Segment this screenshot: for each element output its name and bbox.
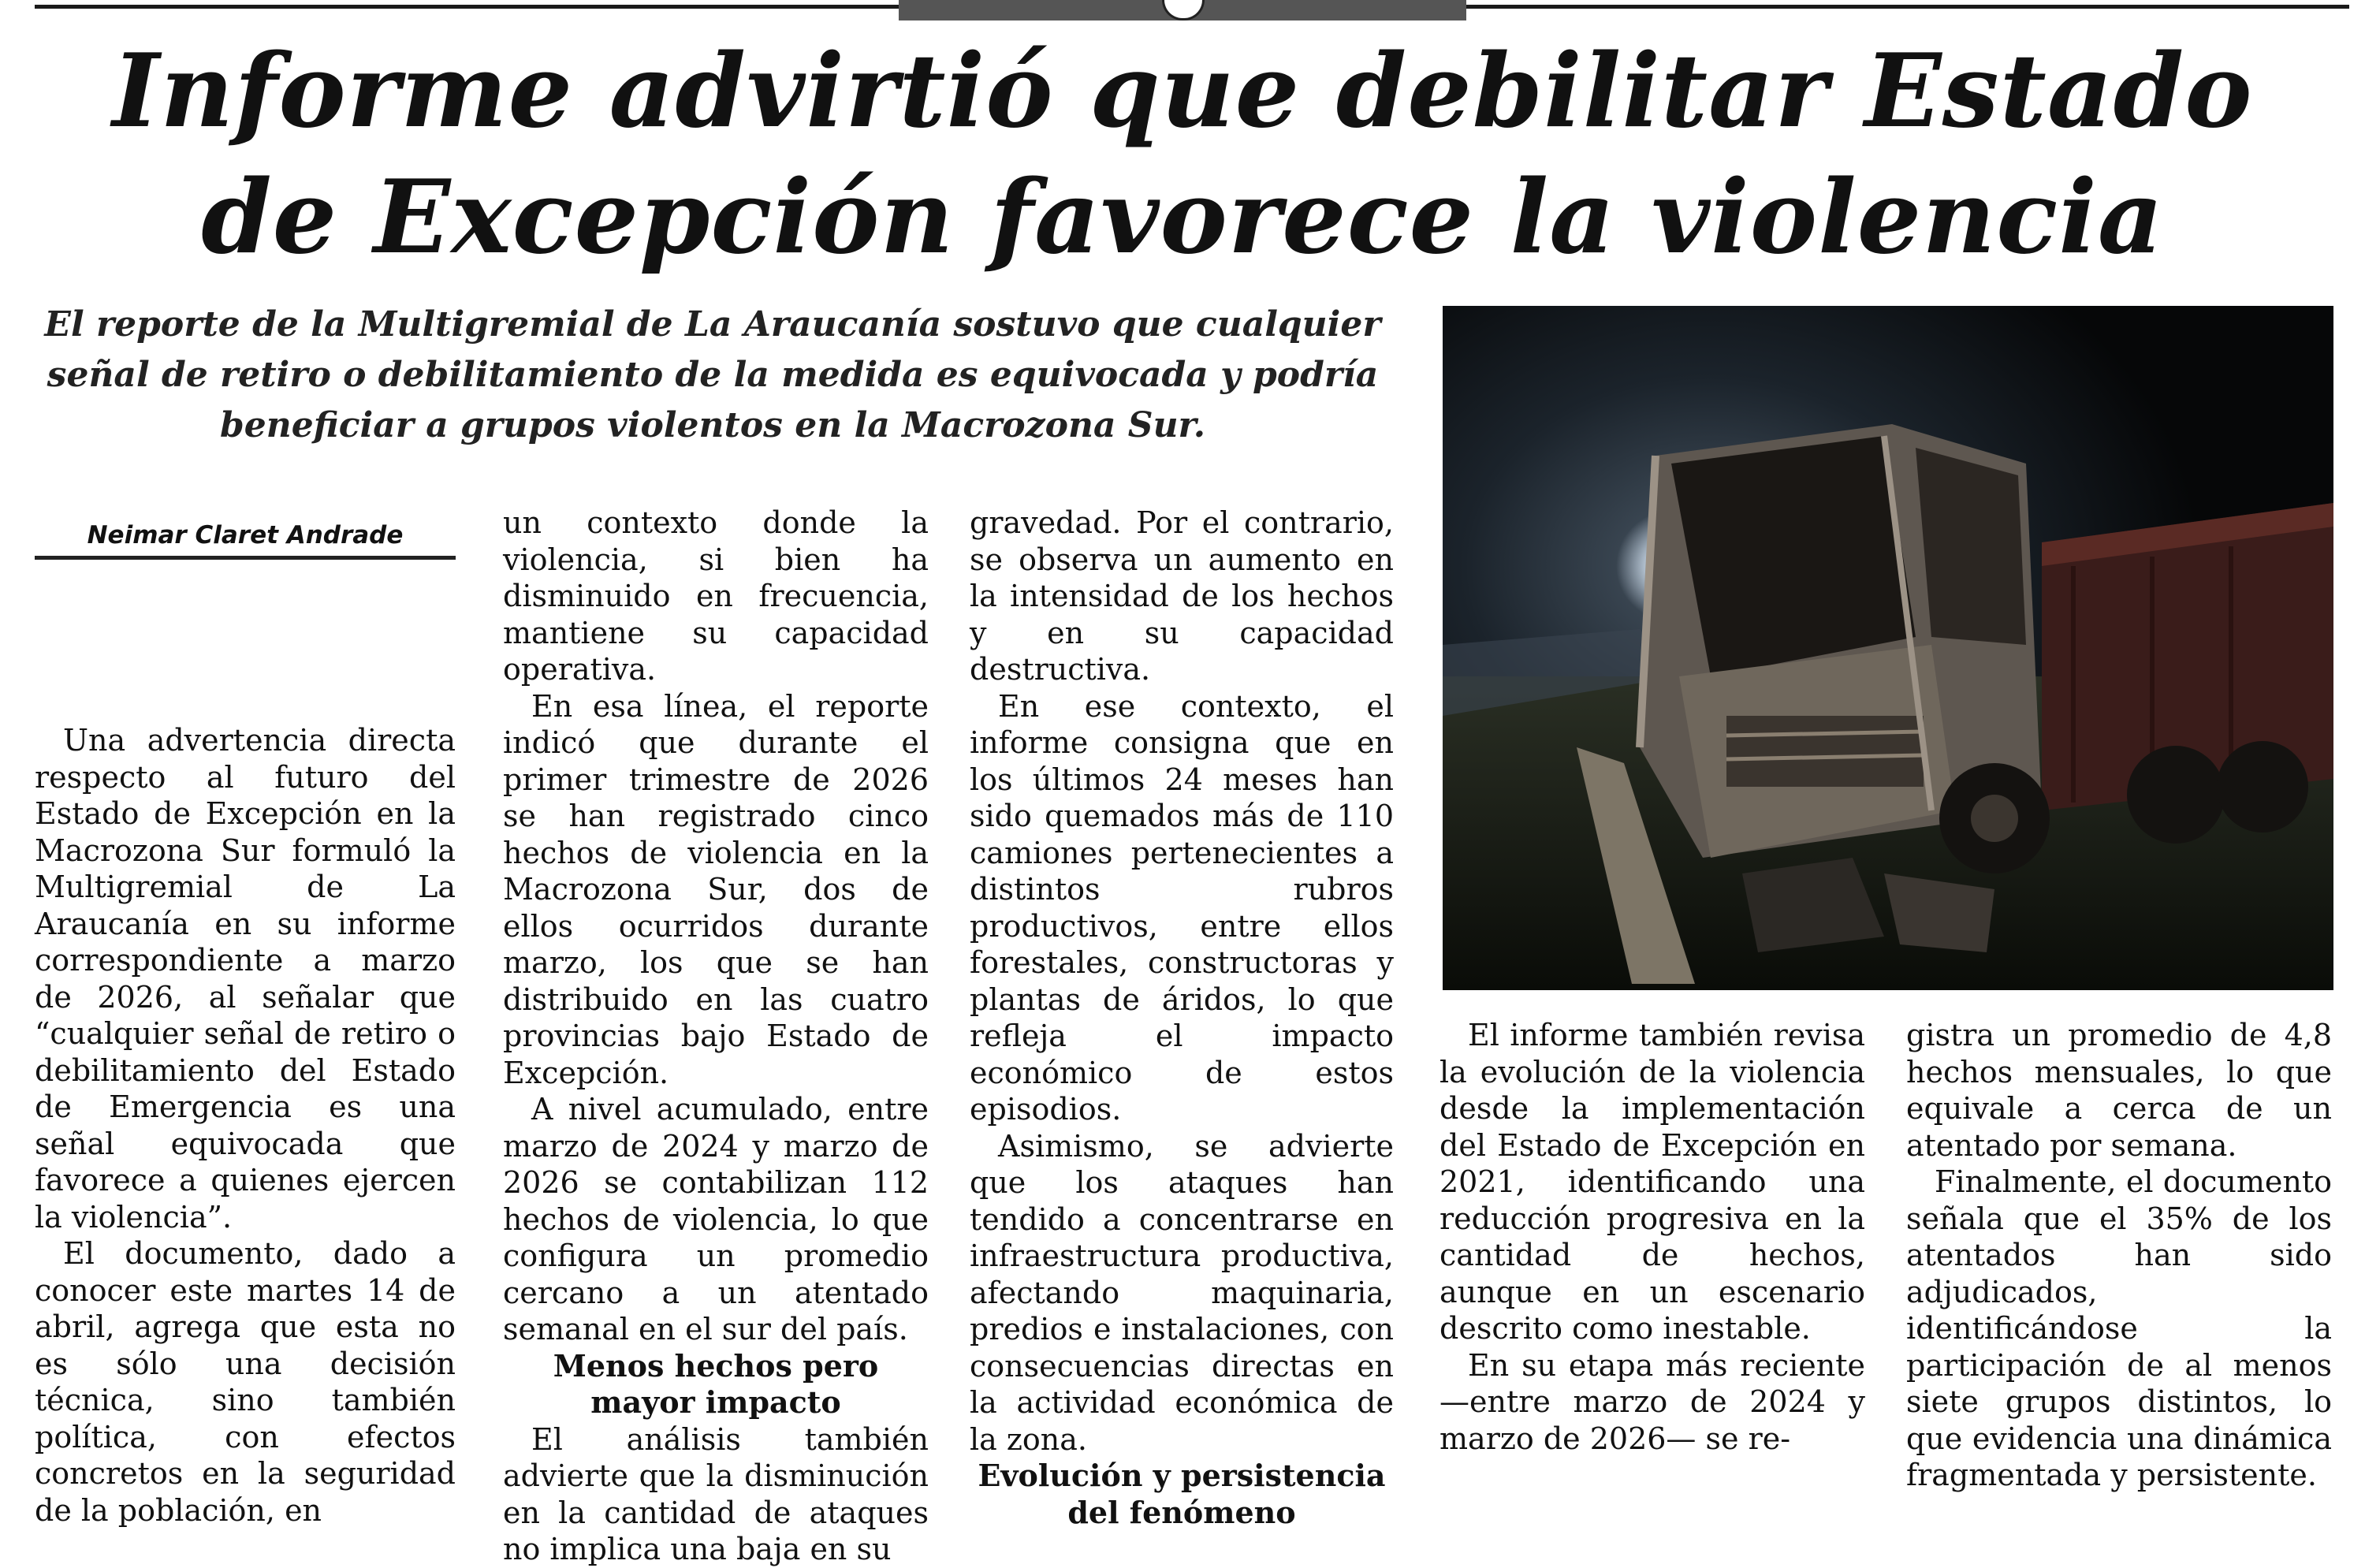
deck (35, 300, 1391, 451)
burned-truck-photo (1443, 306, 2333, 990)
byline: Neimar Claret Andrade (35, 516, 456, 560)
article-column-1 (35, 722, 456, 1529)
subheading-line-2: mayor impacto (590, 1384, 841, 1420)
paragraph: El informe también revisa la evolución de la violencia desde la implementación del Estado de Excepción en 2021, identificando una reducción progresiva en la cantidad de hechos, aunque en un escenario descrito como inestable. (1439, 1018, 1865, 1346)
article-column-3 (970, 505, 1394, 1531)
article-column-2 (503, 505, 929, 1568)
subheading (970, 1458, 1394, 1531)
burned-truck-illustration (1443, 306, 2333, 990)
subheading-line-1: Evolución y persistencia (978, 1458, 1386, 1493)
article-column-5 (1906, 1017, 2332, 1494)
paragraph: En ese contexto, el informe consigna que en los últimos 24 meses han sido quemados más de 110 camiones pertenecientes a distintos rubros productivos, entre ellos forestales, constructoras y plantas de áridos, lo que refleja el impacto económico de estos episodios. (970, 688, 1394, 1127)
paragraph: Asimismo, se advierte que los ataques han tendido a concentrarse en infraestructura productiva, afectando maquinaria, predios e instalaciones, con consecuencias directas en la actividad económica de la zona. (970, 1128, 1394, 1457)
paragraph: Una advertencia directa respecto al futuro del Estado de Excepción en la Macrozona Sur formuló la Multigremial de La Araucanía en su informe correspondiente a marzo de 2026, al señalar que “cualquier señal de retiro o debilitamiento del Estado de Emergencia es una señal equivocada que favorece a quienes ejercen la violencia”. (35, 723, 456, 1235)
paragraph: A nivel acumulado, entre marzo de 2024 y marzo de 2026 se contabilizan 112 hechos de violencia, lo que configura un promedio cercano a un atentado semanal en el sur del país. (503, 1092, 929, 1346)
subheading-line-2: del fenómeno (1067, 1494, 1296, 1530)
paragraph: En su etapa más reciente —entre marzo de 2024 y marzo de 2026— se re- (1439, 1347, 1865, 1456)
deck-line-1: El reporte de la Multigremial de La Araucanía sostuvo que cualquier (44, 304, 1381, 345)
headline-line-2: de Excepción favorece la violencia (201, 158, 2164, 277)
article-column-4 (1439, 1017, 1865, 1457)
deck-line-2: señal de retiro o debilitamiento de la medida es equivocada y podría (47, 355, 1379, 395)
paragraph: gravedad. Por el contrario, se observa un aumento en la intensidad de los hechos y en su capacidad destructiva. (970, 505, 1394, 687)
deck-line-3: beneficiar a grupos violentos en la Macrozona Sur. (219, 405, 1206, 445)
paragraph: En esa línea, el reporte indicó que durante el primer trimestre de 2026 se han registrado cinco hechos de violencia en la Macrozona Sur, dos de ellos ocurridos durante marzo, los que se han distribuido en las cuatro provincias bajo Estado de Excepción. (503, 688, 929, 1090)
headline (47, 28, 2318, 281)
paragraph: Finalmente, el documento señala que el 35% de los atentados han sido adjudicados, identificándose la participación de al menos siete grupos distintos, lo que evidencia una dinámica fragmentada y persistente. (1906, 1164, 2332, 1492)
headline-line-1: Informe advirtió que debilitar Estado (112, 32, 2253, 151)
subheading (503, 1348, 929, 1421)
paragraph: El análisis también advierte que la disminución en la cantidad de ataques no implica una baja en su (503, 1421, 929, 1566)
paragraph: un contexto donde la violencia, si bien ha disminuido en frecuencia, mantiene su capacidad operativa. (503, 505, 929, 687)
subheading-line-1: Menos hechos pero (553, 1347, 879, 1384)
paragraph: El documento, dado a conocer este martes 14 de abril, agrega que esta no es sólo una decisión técnica, sino también política, con efectos concretos en la seguridad de la población, en (35, 1236, 456, 1528)
paragraph: gistra un promedio de 4,8 hechos mensuales, lo que equivale a cerca de un atentado por semana. (1906, 1018, 2332, 1163)
